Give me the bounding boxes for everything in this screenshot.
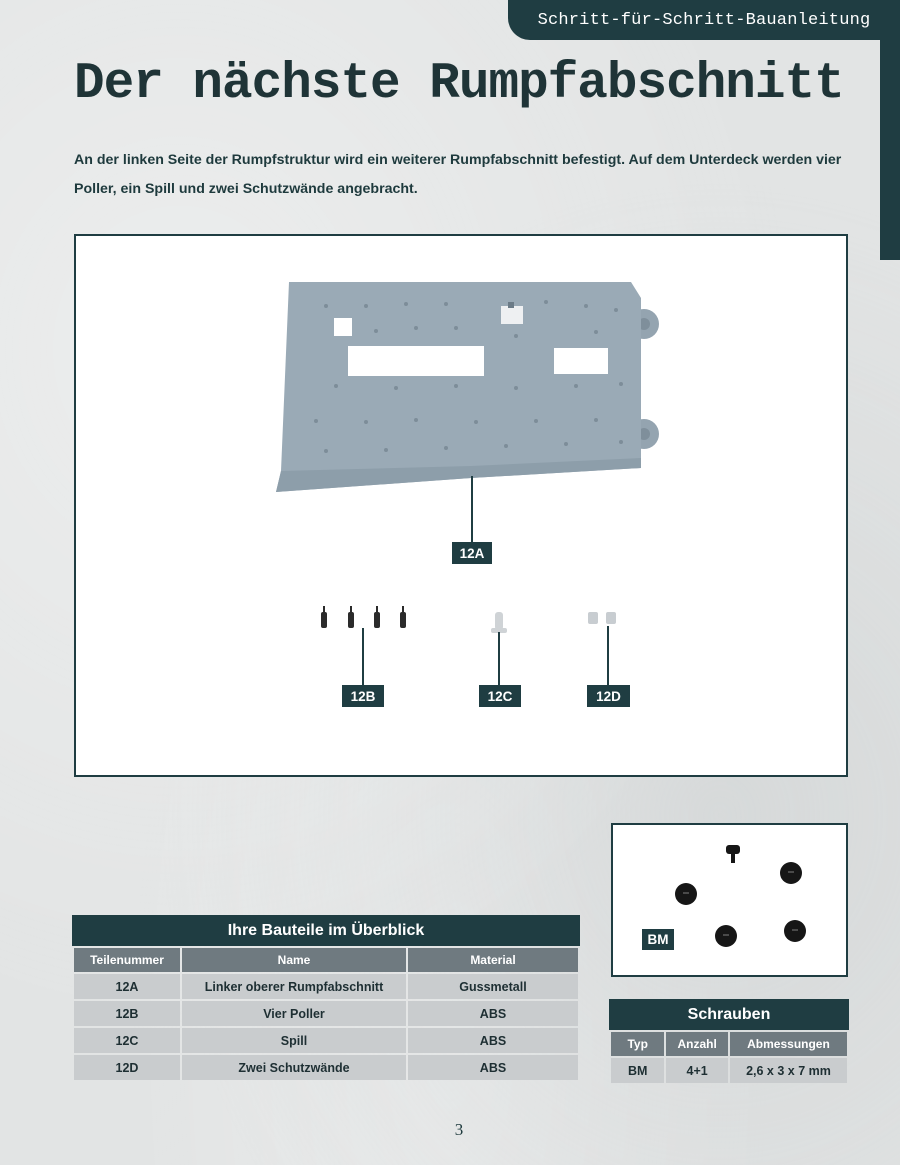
section-tab-label: Schritt-für-Schritt-Bauanleitung xyxy=(537,10,871,30)
column-header-name: Name xyxy=(182,948,406,972)
table-header-row xyxy=(74,948,578,972)
bollards-part xyxy=(321,606,406,628)
page-number: 3 xyxy=(454,1120,464,1139)
table-row xyxy=(74,1028,578,1053)
part-name: Spill xyxy=(182,1028,406,1053)
page-title: Der nächste Rumpfabschnitt xyxy=(74,56,844,113)
bulwarks-part xyxy=(588,612,616,624)
part-name: Vier Poller xyxy=(182,1001,406,1026)
capstan-part xyxy=(491,612,507,633)
callout-12c: 12C xyxy=(479,685,521,707)
screw-type: BM xyxy=(611,1058,664,1083)
part-material: Gussmetall xyxy=(408,974,578,999)
leader-line-12b xyxy=(362,628,364,686)
section-tab xyxy=(508,0,900,40)
screw-count: 4+1 xyxy=(666,1058,728,1083)
hull-section-illustration xyxy=(76,236,846,775)
side-accent-bar xyxy=(880,40,900,260)
column-header-material: Material xyxy=(408,948,578,972)
table-header-row xyxy=(611,1032,847,1056)
callout-12a: 12A xyxy=(452,542,492,564)
leader-line-12d xyxy=(607,626,609,686)
part-material: ABS xyxy=(408,1055,578,1080)
part-name: Zwei Schutzwände xyxy=(182,1055,406,1080)
table-row xyxy=(74,1055,578,1080)
table-row xyxy=(74,974,578,999)
parts-overview-table xyxy=(72,915,580,1082)
hull-plate-part xyxy=(276,282,659,492)
leader-line-12a xyxy=(471,476,473,542)
column-header-type: Typ xyxy=(611,1032,664,1056)
table-row xyxy=(74,1001,578,1026)
column-header-number: Teilenummer xyxy=(74,948,180,972)
part-number: 12A xyxy=(74,974,180,999)
intro-text: An der linken Seite der Rumpfstruktur wird ein weiterer Rumpfabschnitt befestigt. Auf dem Unterdeck werden vier Poller, ein Spill und zwei Schutzwände angebracht. xyxy=(74,152,842,197)
column-header-dimensions: Abmessungen xyxy=(730,1032,847,1056)
callout-12b: 12B xyxy=(342,685,384,707)
parts-table-caption: Ihre Bauteile im Überblick xyxy=(72,915,580,946)
screws-illustration xyxy=(613,825,846,975)
parts-figure xyxy=(74,234,848,777)
leader-line-12c xyxy=(498,632,500,686)
part-number: 12B xyxy=(74,1001,180,1026)
screw-dimensions: 2,6 x 3 x 7 mm xyxy=(730,1058,847,1083)
column-header-count: Anzahl xyxy=(666,1032,728,1056)
screws-table xyxy=(609,999,849,1085)
part-name: Linker oberer Rumpfabschnitt xyxy=(182,974,406,999)
screw-label-bm: BM xyxy=(642,929,674,950)
callout-12d: 12D xyxy=(587,685,630,707)
part-number: 12C xyxy=(74,1028,180,1053)
part-material: ABS xyxy=(408,1001,578,1026)
screw-photo xyxy=(611,823,848,977)
part-number: 12D xyxy=(74,1055,180,1080)
table-row xyxy=(611,1058,847,1083)
screws-table-caption: Schrauben xyxy=(609,999,849,1030)
part-material: ABS xyxy=(408,1028,578,1053)
